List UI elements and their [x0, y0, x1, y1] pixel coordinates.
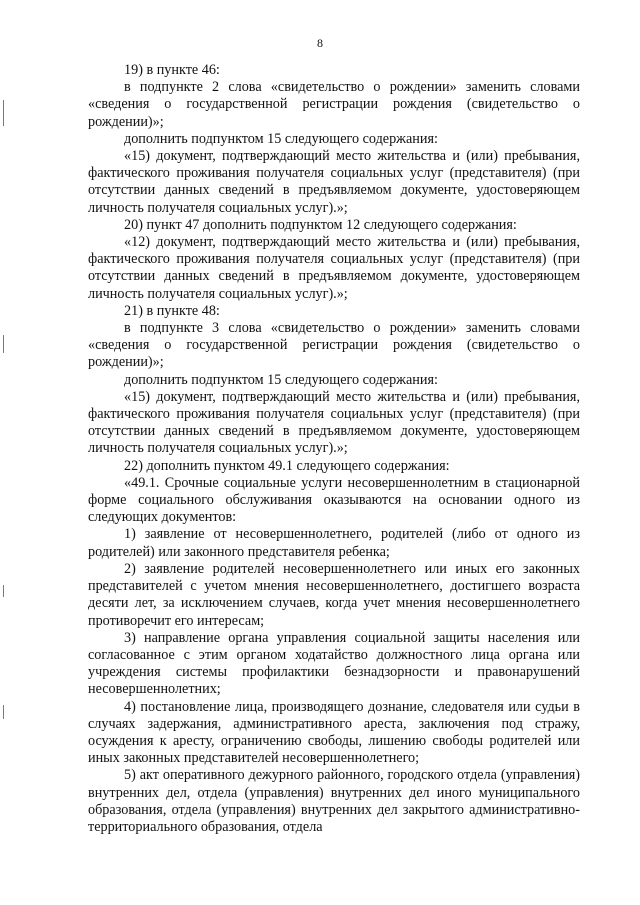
scan-mark	[3, 335, 4, 353]
paragraph: дополнить подпунктом 15 следующего содержания:	[124, 371, 438, 388]
paragraph: 4) постановление лица, производящего дознание, следователя или судьи в случаях задержания, административного ареста, заключения под стражу, осуждения к аресту, ограничению свободы, лишению свободы родителей или иных законных представителей несовершеннолетнего;	[88, 698, 580, 767]
paragraph: «15) документ, подтверждающий место жительства и (или) пребывания, фактического проживания получателя социальных услуг (представителя) (при отсутствии данных сведений в предъявляемом документе, удостоверяющем личность получателя социальных услуг).»;	[88, 148, 580, 216]
paragraph: в подпункте 2 слова «свидетельство о рождении» заменить словами «сведения о государственной регистрации рождения (свидетельство о рождении)»;	[88, 79, 580, 130]
paragraph: в подпункте 3 слова «свидетельство о рождении» заменить словами «сведения о государственной регистрации рождения (свидетельство о рождении)»;	[88, 320, 580, 371]
scan-mark	[3, 100, 4, 126]
paragraph: 22) дополнить пунктом 49.1 следующего содержания:	[124, 457, 450, 474]
paragraph: 5) акт оперативного дежурного районного, городского отдела (управления) внутренних дел, отдела (управления) внутренних дел иного муниципального образования, отдела (управления) внутренних дел закрытого административно-территориального образования, отдела	[88, 767, 580, 835]
paragraph: дополнить подпунктом 15 следующего содержания:	[124, 130, 438, 147]
document-body	[88, 62, 580, 836]
scan-mark	[3, 585, 4, 597]
paragraph: 21) в пункте 48:	[124, 302, 220, 319]
paragraph: 1) заявление от несовершеннолетнего, родителей (либо от одного из родителей) или законного представителя ребенка;	[88, 526, 580, 560]
paragraph: «15) документ, подтверждающий место жительства и (или) пребывания, фактического проживания получателя социальных услуг (представителя) (при отсутствии данных сведений в предъявляемом документе, удостоверяющем личность получателя социальных услуг).»;	[88, 388, 580, 457]
paragraph: 2) заявление родителей несовершеннолетнего или иных его законных представителей с учетом мнения несовершеннолетнего, достигшего возраста десяти лет, за исключением случаев, когда учет мнения несовершеннолетнего противоречит его интересам;	[88, 560, 580, 629]
paragraph: «12) документ, подтверждающий место жительства и (или) пребывания, фактического проживания получателя социальных услуг (представителя) (при отсутствии данных сведений в предъявляемом документе, удостоверяющем личность получателя социальных услуг).»;	[88, 234, 580, 302]
page-number: 8	[317, 36, 323, 50]
paragraph: 3) направление органа управления социальной защиты населения или согласованное с этим органом ходатайство должностного лица органа или учреждения системы профилактики безнадзорности и правонарушений несовершеннолетних;	[88, 629, 580, 698]
paragraph: «49.1. Срочные социальные услуги несовершеннолетним в стационарной форме социального обслуживания оказываются на основании одного из следующих документов:	[88, 474, 580, 526]
scan-mark	[3, 705, 4, 719]
paragraph: 20) пункт 47 дополнить подпунктом 12 следующего содержания:	[124, 216, 517, 233]
paragraph: 19) в пункте 46:	[124, 62, 220, 78]
